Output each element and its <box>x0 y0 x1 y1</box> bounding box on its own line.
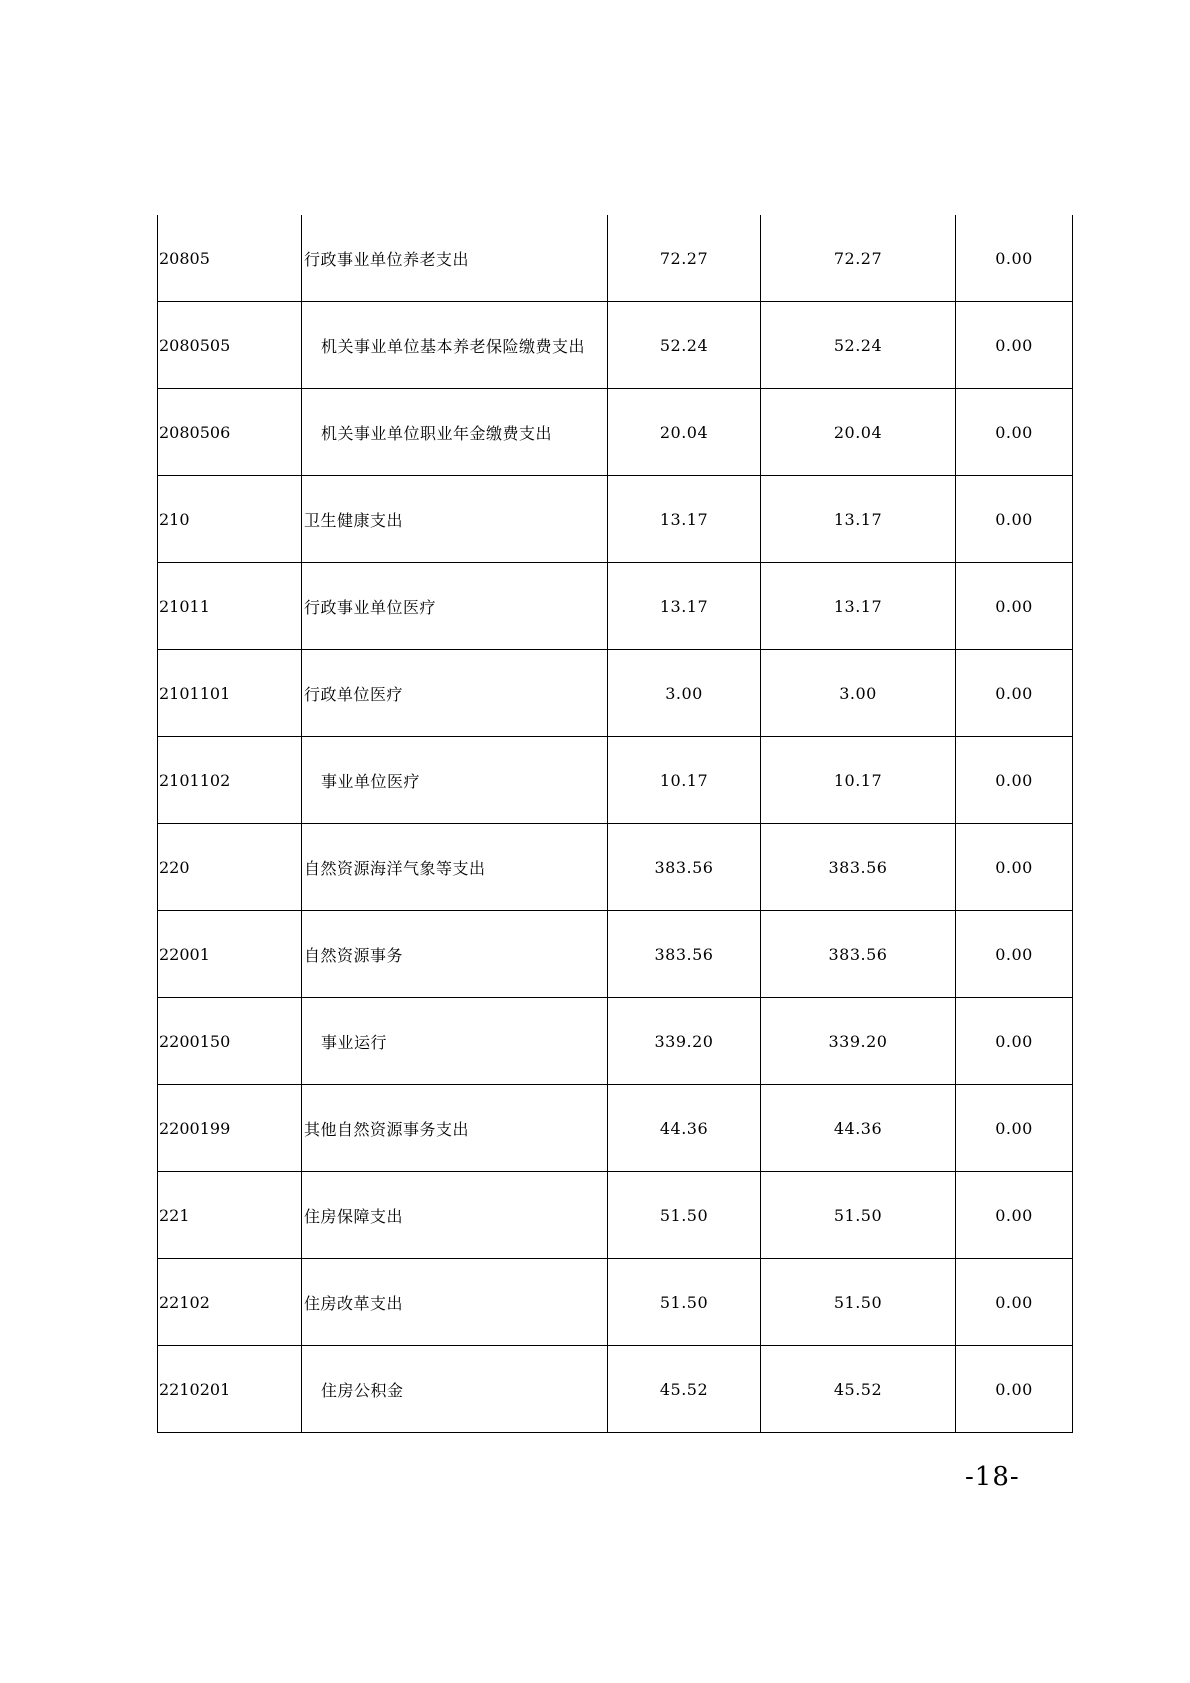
cell-project-expenditure: 0.00 <box>956 215 1073 302</box>
cell-total: 51.50 <box>608 1172 761 1259</box>
cell-subject-name: 事业运行 <box>302 998 608 1085</box>
cell-project-expenditure: 0.00 <box>956 563 1073 650</box>
cell-total: 45.52 <box>608 1346 761 1433</box>
cell-project-expenditure: 0.00 <box>956 911 1073 998</box>
cell-total: 383.56 <box>608 824 761 911</box>
cell-project-expenditure: 0.00 <box>956 1346 1073 1433</box>
table-row <box>158 650 1073 737</box>
cell-basic-expenditure: 339.20 <box>761 998 956 1085</box>
cell-subject-code: 220 <box>158 824 302 911</box>
table-body <box>158 215 1073 1433</box>
cell-subject-name: 自然资源海洋气象等支出 <box>302 824 608 911</box>
page-number: -18- <box>965 1462 1020 1492</box>
cell-subject-code: 2101102 <box>158 737 302 824</box>
cell-subject-code: 221 <box>158 1172 302 1259</box>
cell-subject-name: 卫生健康支出 <box>302 476 608 563</box>
cell-subject-name: 行政事业单位养老支出 <box>302 215 608 302</box>
cell-basic-expenditure: 72.27 <box>761 215 956 302</box>
cell-subject-code: 22001 <box>158 911 302 998</box>
cell-subject-code: 22102 <box>158 1259 302 1346</box>
cell-project-expenditure: 0.00 <box>956 1085 1073 1172</box>
cell-project-expenditure: 0.00 <box>956 1172 1073 1259</box>
cell-subject-code: 210 <box>158 476 302 563</box>
cell-subject-name: 自然资源事务 <box>302 911 608 998</box>
cell-basic-expenditure: 3.00 <box>761 650 956 737</box>
table-row <box>158 302 1073 389</box>
table-row <box>158 563 1073 650</box>
table-row <box>158 824 1073 911</box>
cell-total: 3.00 <box>608 650 761 737</box>
cell-basic-expenditure: 383.56 <box>761 824 956 911</box>
cell-total: 339.20 <box>608 998 761 1085</box>
cell-subject-name: 住房改革支出 <box>302 1259 608 1346</box>
cell-basic-expenditure: 51.50 <box>761 1259 956 1346</box>
cell-project-expenditure: 0.00 <box>956 1259 1073 1346</box>
table-row <box>158 215 1073 302</box>
table-row <box>158 1259 1073 1346</box>
cell-subject-name: 事业单位医疗 <box>302 737 608 824</box>
cell-subject-name: 行政事业单位医疗 <box>302 563 608 650</box>
cell-project-expenditure: 0.00 <box>956 824 1073 911</box>
table-row <box>158 911 1073 998</box>
cell-total: 51.50 <box>608 1259 761 1346</box>
cell-subject-code: 20805 <box>158 215 302 302</box>
cell-project-expenditure: 0.00 <box>956 737 1073 824</box>
cell-total: 44.36 <box>608 1085 761 1172</box>
cell-project-expenditure: 0.00 <box>956 998 1073 1085</box>
table-row <box>158 476 1073 563</box>
table-row <box>158 998 1073 1085</box>
cell-subject-code: 2101101 <box>158 650 302 737</box>
cell-basic-expenditure: 51.50 <box>761 1172 956 1259</box>
cell-total: 20.04 <box>608 389 761 476</box>
budget-expenditure-table <box>157 215 1073 1433</box>
cell-basic-expenditure: 13.17 <box>761 563 956 650</box>
cell-basic-expenditure: 383.56 <box>761 911 956 998</box>
table-row <box>158 737 1073 824</box>
cell-subject-name: 其他自然资源事务支出 <box>302 1085 608 1172</box>
cell-basic-expenditure: 52.24 <box>761 302 956 389</box>
cell-basic-expenditure: 13.17 <box>761 476 956 563</box>
cell-subject-name: 机关事业单位职业年金缴费支出 <box>302 389 608 476</box>
cell-basic-expenditure: 45.52 <box>761 1346 956 1433</box>
cell-subject-name: 住房保障支出 <box>302 1172 608 1259</box>
cell-total: 383.56 <box>608 911 761 998</box>
cell-subject-code: 2080505 <box>158 302 302 389</box>
cell-total: 10.17 <box>608 737 761 824</box>
cell-project-expenditure: 0.00 <box>956 302 1073 389</box>
cell-basic-expenditure: 44.36 <box>761 1085 956 1172</box>
cell-basic-expenditure: 10.17 <box>761 737 956 824</box>
cell-total: 52.24 <box>608 302 761 389</box>
table-row <box>158 1172 1073 1259</box>
table-row <box>158 1346 1073 1433</box>
cell-subject-code: 2200150 <box>158 998 302 1085</box>
cell-total: 13.17 <box>608 563 761 650</box>
cell-subject-name: 机关事业单位基本养老保险缴费支出 <box>302 302 608 389</box>
cell-basic-expenditure: 20.04 <box>761 389 956 476</box>
cell-project-expenditure: 0.00 <box>956 650 1073 737</box>
cell-subject-code: 2210201 <box>158 1346 302 1433</box>
cell-project-expenditure: 0.00 <box>956 476 1073 563</box>
cell-subject-name: 住房公积金 <box>302 1346 608 1433</box>
cell-subject-name: 行政单位医疗 <box>302 650 608 737</box>
cell-subject-code: 2200199 <box>158 1085 302 1172</box>
cell-subject-code: 2080506 <box>158 389 302 476</box>
cell-total: 13.17 <box>608 476 761 563</box>
table-row <box>158 389 1073 476</box>
cell-project-expenditure: 0.00 <box>956 389 1073 476</box>
cell-subject-code: 21011 <box>158 563 302 650</box>
cell-total: 72.27 <box>608 215 761 302</box>
table-row <box>158 1085 1073 1172</box>
